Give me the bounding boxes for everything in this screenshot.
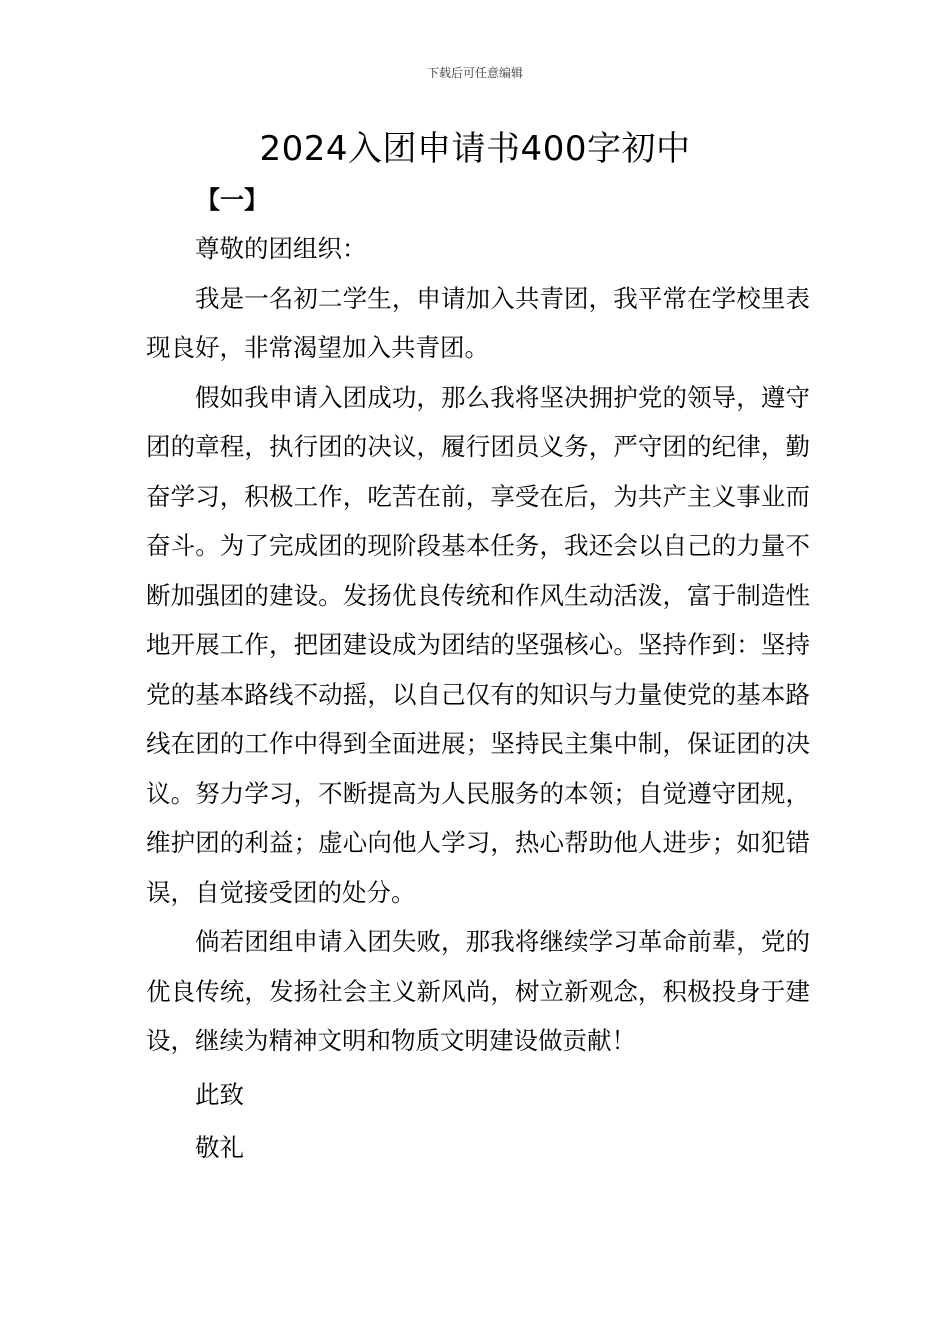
header-note: 下载后可任意编辑 [426, 66, 523, 80]
paragraph-commitment: 假如我申请入团成功，那么我将坚决拥护党的领导，遵守团的章程，执行团的决议，履行团员义务，严守团的纪律，勤奋学习，积极工作，吃苦在前，享受在后，为共产主义事业而奋斗。为了完成团的现阶段基本任务，我还会以自己的力量不断加强团的建设。发扬优良传统和作风生动活泼，富于制造性地开展工作，把团建设成为团结的坚强核心。坚持作到：坚持党的基本路线不动摇，以自己仅有的知识与力量使党的基本路线在团的工作中得到全面进展；坚持民主集中制，保证团的决议。努力学习，不断提高为人民服务的本领；自觉遵守团规，维护团的利益；虚心向他人学习，热心帮助他人进步；如犯错误，自觉接受团的处分。 [146, 382, 810, 907]
section-label: 【一】 [196, 186, 268, 214]
paragraph-intro: 我是一名初二学生，申请加入共青团，我平常在学校里表现良好，非常渴望加入共青团。 [146, 283, 810, 362]
paragraph-fallback: 倘若团组申请入团失败，那我将继续学习革命前辈，党的优良传统，发扬社会主义新风尚，树立新观念，积极投身于建设，继续为精神文明和物质文明建设做贡献！ [146, 927, 810, 1055]
salutation: 尊敬的团组织： [195, 234, 367, 263]
page-title: 2024入团申请书400字初中 [259, 129, 691, 169]
closing-regards: 此致 [195, 1079, 244, 1109]
closing-salute: 敬礼 [195, 1133, 244, 1162]
letter-body [146, 224, 810, 1173]
